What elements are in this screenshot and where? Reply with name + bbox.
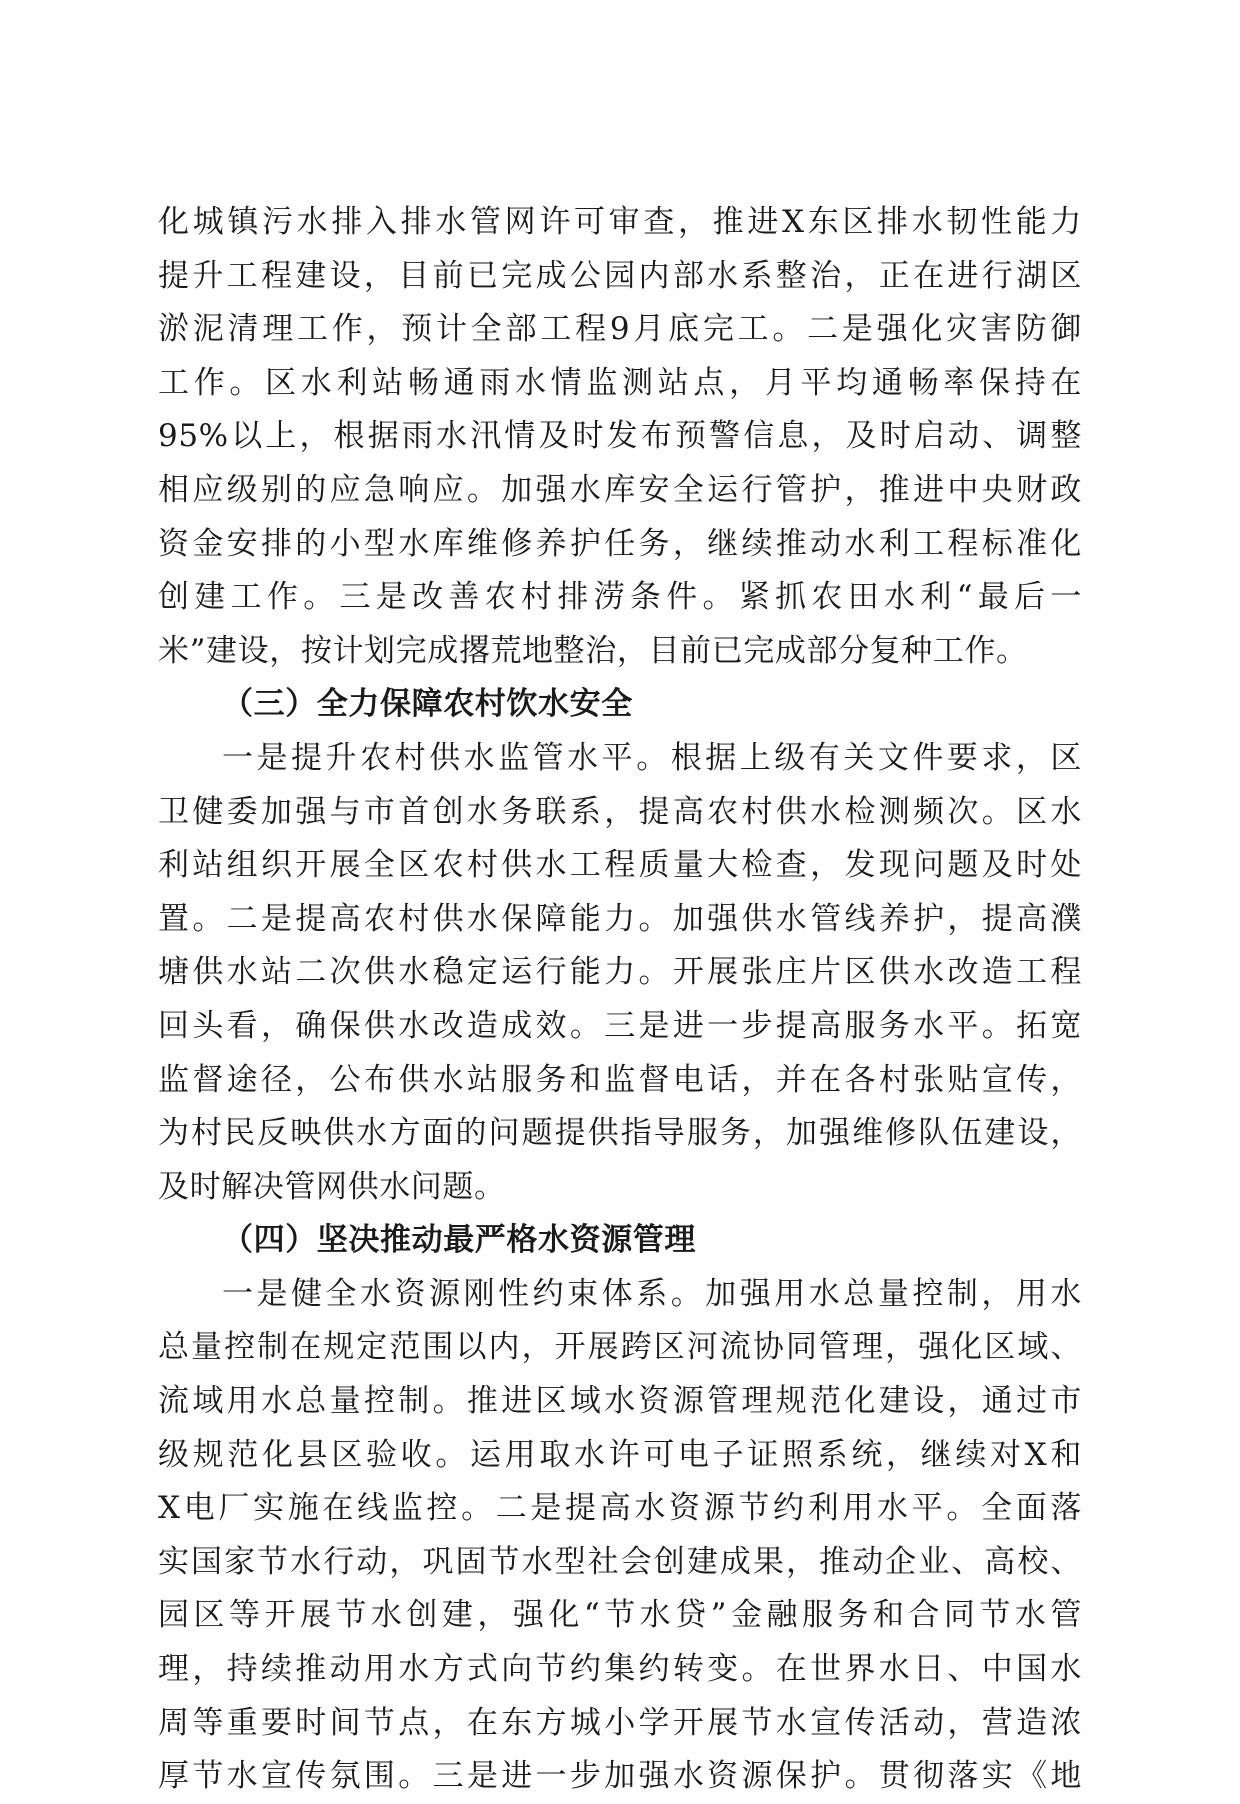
paragraph-line: 总量控制在规定范围以内，开展跨区河流协同管理，强化区域、 [158, 1329, 1082, 1366]
paragraph-line: 流域用水总量控制。推进区域水资源管理规范化建设，通过市 [158, 1383, 1082, 1420]
paragraph-line: 资金安排的小型水库维修养护任务，继续推动水利工程标准化 [158, 525, 1082, 562]
paragraph-line: 监督途径，公布供水站服务和监督电话，并在各村张贴宣传， [158, 1061, 1082, 1098]
paragraph-line: X电厂实施在线监控。二是提高水资源节约利用水平。全面落 [158, 1490, 1082, 1527]
paragraph-line: 一是健全水资源刚性约束体系。加强用水总量控制，用水 [222, 1275, 1082, 1312]
document-page [158, 196, 1082, 1804]
paragraph-line: 创建工作。三是改善农村排涝条件。紧抓农田水利“最后一 [158, 579, 1082, 616]
paragraph-line: 塘供水站二次供水稳定运行能力。开展张庄片区供水改造工程 [158, 954, 1082, 991]
paragraph-line: 置。二是提高农村供水保障能力。加强供水管线养护，提高濮 [158, 900, 1082, 937]
paragraph-line: 工作。区水利站畅通雨水情监测站点，月平均通畅率保持在 [158, 364, 1082, 401]
paragraph-line: 利站组织开展全区农村供水工程质量大检查，发现问题及时处 [158, 847, 1082, 884]
paragraph-line: 周等重要时间节点，在东方城小学开展节水宣传活动，营造浓 [158, 1704, 1082, 1741]
paragraph-line: 一是提升农村供水监管水平。根据上级有关文件要求，区 [222, 739, 1082, 776]
paragraph-line: 厚节水宣传氛围。三是进一步加强水资源保护。贯彻落实《地 [158, 1758, 1082, 1795]
paragraph-line: 回头看，确保供水改造成效。三是进一步提高服务水平。拓宽 [158, 1007, 1082, 1044]
paragraph-line: 化城镇污水排入排水管网许可审查，推进X东区排水韧性能力 [158, 204, 1082, 240]
paragraph-line: 理，持续推动用水方式向节约集约转变。在世界水日、中国水 [158, 1651, 1082, 1688]
section-heading-3: （三）全力保障农村饮水安全 [222, 686, 633, 723]
paragraph-line: 级规范化县区验收。运用取水许可电子证照系统，继续对X和 [158, 1436, 1082, 1473]
paragraph-line: 及时解决管网供水问题。 [158, 1168, 506, 1205]
paragraph-line: 提升工程建设，目前已完成公园内部水系整治，正在进行湖区 [158, 257, 1082, 294]
paragraph-line: 实国家节水行动，巩固节水型社会创建成果，推动企业、高校、 [158, 1543, 1082, 1580]
section-heading-4: （四）坚决推动最严格水资源管理 [222, 1222, 696, 1259]
paragraph-line: 相应级别的应急响应。加强水库安全运行管护，推进中央财政 [158, 471, 1082, 508]
paragraph-line: 95%以上，根据雨水汛情及时发布预警信息，及时启动、调整 [158, 418, 1082, 455]
paragraph-line: 为村民反映供水方面的问题提供指导服务，加强维修队伍建设， [158, 1115, 1082, 1152]
paragraph-line: 淤泥清理工作，预计全部工程9月底完工。二是强化灾害防御 [158, 311, 1082, 348]
paragraph-line: 卫健委加强与市首创水务联系，提高农村供水检测频次。区水 [158, 793, 1082, 830]
paragraph-line: 园区等开展节水创建，强化“节水贷”金融服务和合同节水管 [158, 1597, 1082, 1634]
paragraph-line: 米”建设，按计划完成撂荒地整治，目前已完成部分复种工作。 [158, 632, 1028, 669]
